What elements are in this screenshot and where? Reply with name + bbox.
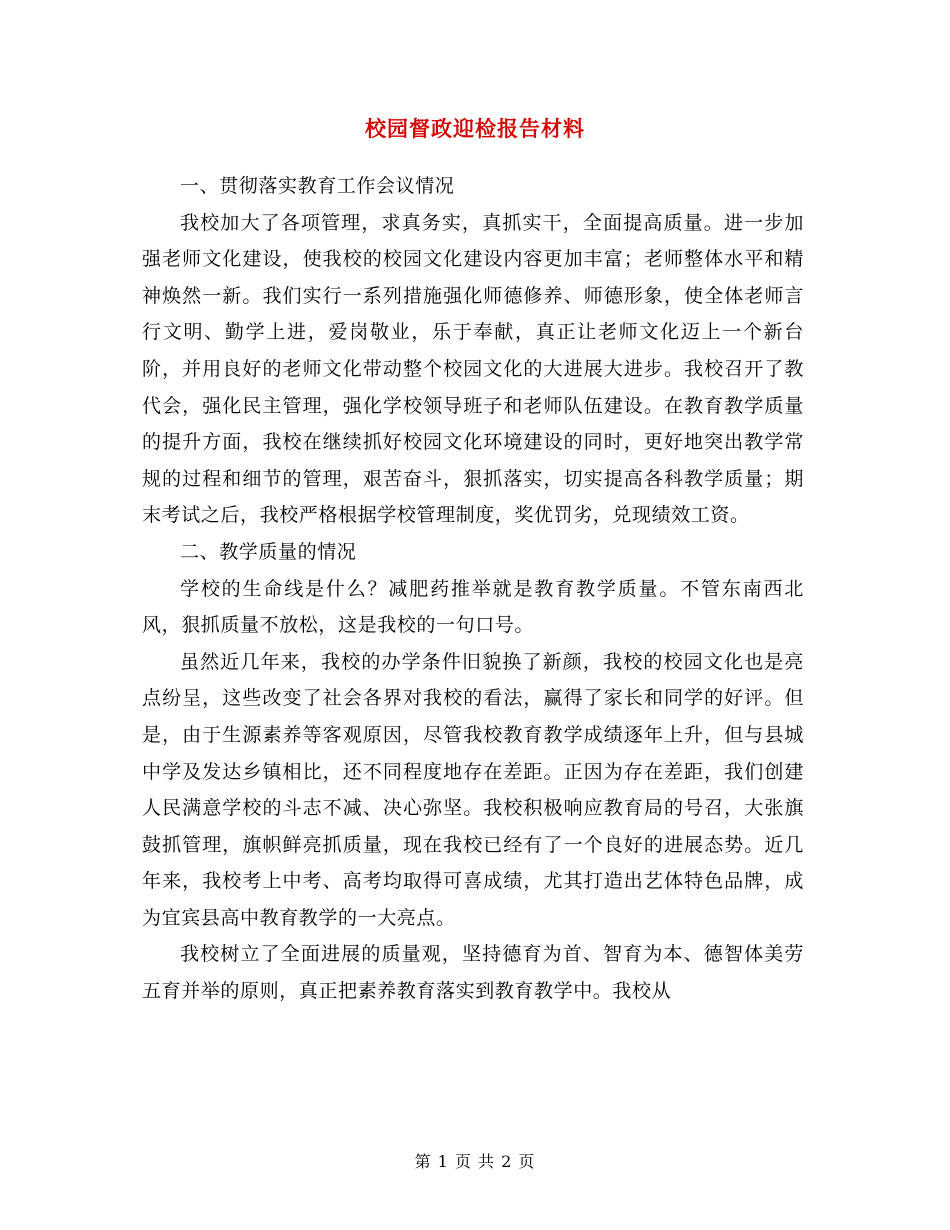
document-body xyxy=(142,168,804,1010)
section-heading: 二、教学质量的情况 xyxy=(180,540,357,563)
body-paragraph: 学校的生命线是什么？减肥药推举就是教育教学质量。不管东南西北风，狠抓质量不放松，这是我校的一句口号。 xyxy=(142,577,804,637)
body-paragraph: 虽然近几年来，我校的办学条件旧貌换了新颜，我校的校园文化也是亮点纷呈，这些改变了社会各界对我校的看法，赢得了家长和同学的好评。但是，由于生源素养等客观原因，尽管我校教育教学成绩逐年上升，但与县城中学及发达乡镇相比，还不同程度地存在差距。正因为存在差距，我们创建人民满意学校的斗志不减、决心弥坚。我校积极响应教育局的号召，大张旗鼓抓管理，旗帜鲜亮抓质量，现在我校已经有了一个良好的进展态势。近几年来，我校考上中考、高考均取得可喜成绩，尤其打造出艺体特色品牌，成为宜宾县高中教育教学的一大亮点。 xyxy=(142,650,804,929)
body-paragraph: 我校加大了各项管理，求真务实，真抓实干，全面提高质量。进一步加强老师文化建设，使我校的校园文化建设内容更加丰富；老师整体水平和精神焕然一新。我们实行一系列措施强化师德修养、师德形象，使全体老师言行文明、勤学上进，爱岗敬业，乐于奉献，真正让老师文化迈上一个新台阶，并用良好的老师文化带动整个校园文化的大进展大进步。我校召开了教代会，强化民主管理，强化学校领导班子和老师队伍建设。在教育教学质量的提升方面，我校在继续抓好校园文化环境建设的同时，更好地突出教学常规的过程和细节的管理，艰苦奋斗，狠抓落实，切实提高各科教学质量；期末考试之后，我校严格根据学校管理制度，奖优罚劣，兑现绩效工资。 xyxy=(142,211,804,527)
section-heading: 一、贯彻落实教育工作会议情况 xyxy=(180,175,455,197)
page-footer: 第 1 页 共 2 页 xyxy=(414,1152,536,1171)
body-paragraph: 我校树立了全面进展的质量观，坚持德育为首、智育为本、德智体美劳五育并举的原则，真正把素养教育落实到教育教学中。我校从 xyxy=(142,943,804,1003)
document-title: 校园督政迎检报告材料 xyxy=(365,116,585,141)
